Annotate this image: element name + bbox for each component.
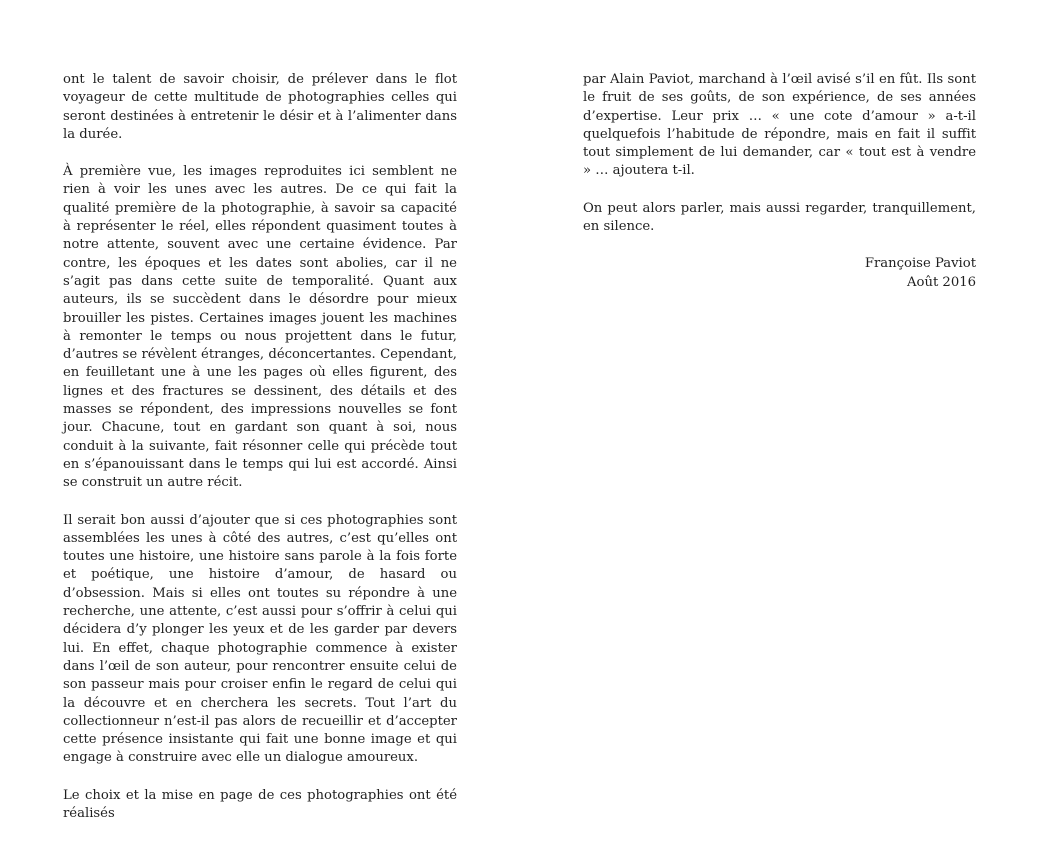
paragraph-alain-paviot: par Alain Paviot, marchand à l’œil avisé s’il en fût. Ils sont le fruit de ses goûts, de son expérience, de ses années d’expertise. Leur prix … « une cote d’amour » a-t-il quelquefois l’habitude de répondre, mais en fait il suffit tout simplement de lui demander, car « tout est à vendre » … ajoutera t-il. xyxy=(583,72,976,179)
paragraph-silence: On peut alors parler, mais aussi regarder, tranquillement, en silence. xyxy=(583,200,976,235)
right-page-text-column xyxy=(583,71,976,292)
signature-name: Françoise Paviot xyxy=(864,256,976,272)
paragraph-le-choix: Le choix et la mise en page de ces photographies ont été réalisés xyxy=(63,787,457,821)
paragraph-premiere-vue: À première vue, les images reproduites ici semblent ne rien à voir les unes avec les autres. De ce qui fait la qualité première de la photographie, à savoir sa capacité à représenter le réel, elles répondent quasiment toutes à notre attente, souvent avec une certaine évidence. Par contre, les époques et les dates sont abolies, car il ne s’agit pas dans cette suite de temporalité. Quant aux auteurs, ils se succèdent dans le désordre pour mieux brouiller les pistes. Certaines images jouent les machines à remonter le temps ou nous projettent dans le futur, d’autres se révèlent étranges, déconcertantes. Cependant, en feuilletant une à une les pages où elles figurent, des lignes et des fractures se dessinent, des détails et des masses se répondent, des impressions nouvelles se font jour. Chacune, tout en gardant son quant à soi, nous conduit à la suivante, fait résonner celle qui précède tout en s’épanouissant dans le temps qui lui est accordé. Ainsi se construit un autre récit. xyxy=(63,164,457,491)
signature-date: Août 2016 xyxy=(906,274,976,290)
signature-block xyxy=(583,255,976,292)
paragraph-histoire: Il serait bon aussi d’ajouter que si ces photographies sont assemblées les unes à côté des autres, c’est qu’elles ont toutes une histoire, une histoire sans parole à la fois forte et poétique, une histoire d’amour, de hasard ou d’obsession. Mais si elles ont toutes su répondre à une recherche, une attente, c’est aussi pour s’offrir à celui qui décidera d’y plonger les yeux et de les garder par devers lui. En effet, chaque photographie commence à exister dans l’œil de son auteur, pour rencontrer ensuite celui de son passeur mais pour croiser enfin le regard de celui qui la découvre et en cherchera les secrets. Tout l’art du collectionneur n’est-il pas alors de recueillir et d’accepter cette présence insistante qui fait une bonne image et qui engage à construire avec elle un dialogue amoureux. xyxy=(63,512,457,766)
left-page-text-column xyxy=(63,71,457,842)
paragraph-opening-continuation: ont le talent de savoir choisir, de prélever dans le flot voyageur de cette multitude de photographies celles qui seront destinées à entretenir le désir et à l’alimenter dans la durée. xyxy=(63,72,457,142)
